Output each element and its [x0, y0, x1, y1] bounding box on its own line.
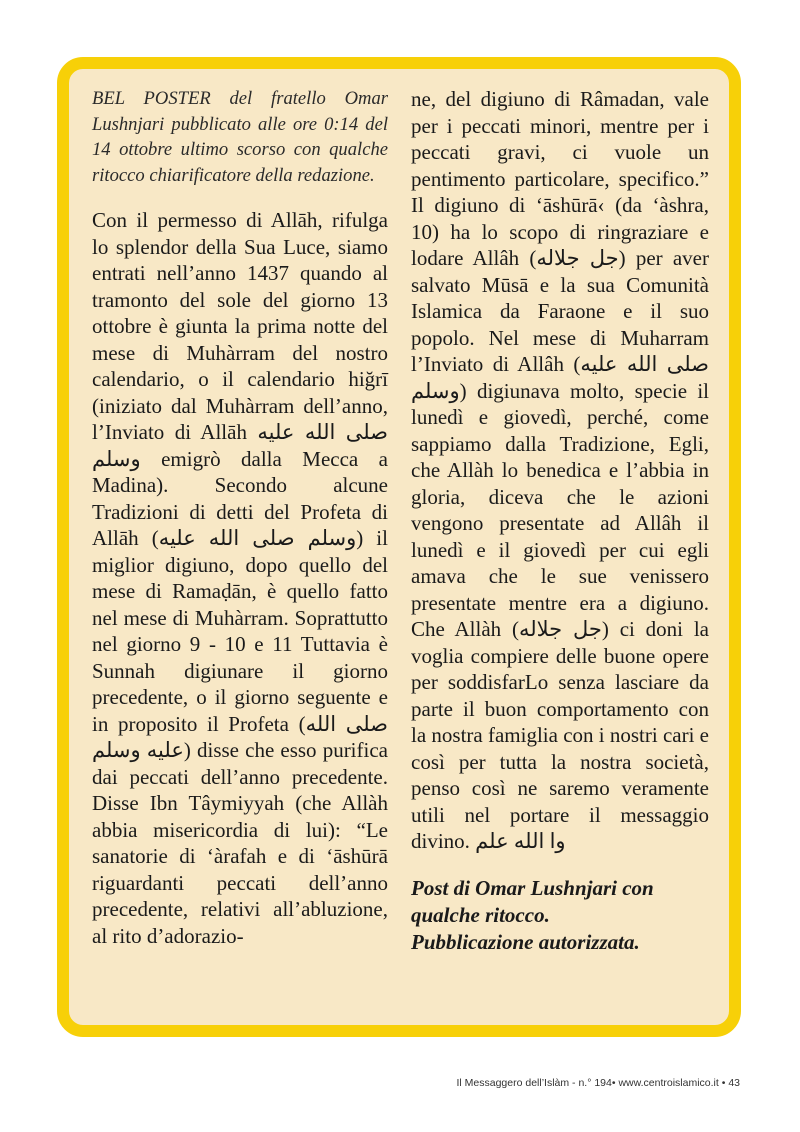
left-body-text: Con il permesso di Allāh, rifulga lo splendor della Sua Luce, siamo entrati nell’anno 1437 quando al tramonto del sole del giorno 13 ottobre è giunta la prima notte del mese di Muhàrram del nostro calendario, o il calendario hiğrī (iniziato dal Muhàrram dell’anno, l’Inviato di Allāh صلى الله عليه وسلم emigrò dalla Mecca a Madina). Secondo alcune Tradizioni di detti del Profeta di Allāh (وسلم صلى الله عليه) il miglior digiuno, dopo quello del mese di Ramaḍān, è quello fatto nel mese di Muhàrram. Soprattutto nel giorno 9 - 10 e 11 Tuttavia è Sunnah digiunare il giorno precedente, o il giorno seguente e in proposito il Profeta (صلى الله عليه وسلم) disse che esso purifica dai peccati dell’anno precedente. Disse Ibn Tâymiyyah (che Allàh abbia misericordia di lui): “Le sanatorie di ‘àrafah e di ‘āshūrā riguardanti peccati dell’anno precedente, relativi all’abluzione, al rito d’adorazio- — [92, 208, 388, 948]
right-body-text: ne, del digiuno di Râmadan, vale per i peccati minori, mentre per i peccati gravi, ci vuole un pentimento particolare, specifico.” Il digiuno di ‘āshūrā‹ (da ‘àshra, 10) ha lo scopo di ringraziare e lodare Allâh (جل جلاله) per aver salvato Mūsā e la sua Comunità Islamica da Faraone e il suo popolo. Nel mese di Muharram l’Inviato di Allâh (صلى الله عليه وسلم) digiunava molto, specie il lunedì e giovedì, perché, come sappiamo dalla Tradizione, Egli, che Allàh lo benedica e l’abbia in gloria, diceva che le azioni vengono presentate ad Allâh il lunedì e il giovedì per cui egli amava che le sue venissero presentate mentre era a digiuno. Che Allàh (جل جلاله) ci doni la voglia compiere delle buone opere per soddisfarLo senza lasciare da parte il buon comportamento con la nostra famiglia con i nostri cari e così per tutta la nostra società, penso così ne saremo veramente utili nel portare il messaggio divino. وا الله علم — [411, 87, 710, 853]
closing-line-2: qualche ritocco. — [411, 902, 550, 927]
closing-line-3: Pubblicazione autorizzata. — [411, 929, 640, 954]
page-footer: Il Messaggero dell’Islàm - n.° 194• www.centroislamico.it • 43 — [456, 1077, 740, 1089]
closing-line-1: Post di Omar Lushnjari con — [411, 875, 654, 900]
left-column — [92, 86, 388, 949]
closing-credit — [411, 875, 709, 956]
intro-note: BEL POSTER del fratello Omar Lushnjari pubblicato alle ore 0:14 del 14 ottobre ultimo scorso con qualche ritocco chiarificatore della redazione. — [92, 88, 388, 186]
right-column — [411, 86, 709, 956]
